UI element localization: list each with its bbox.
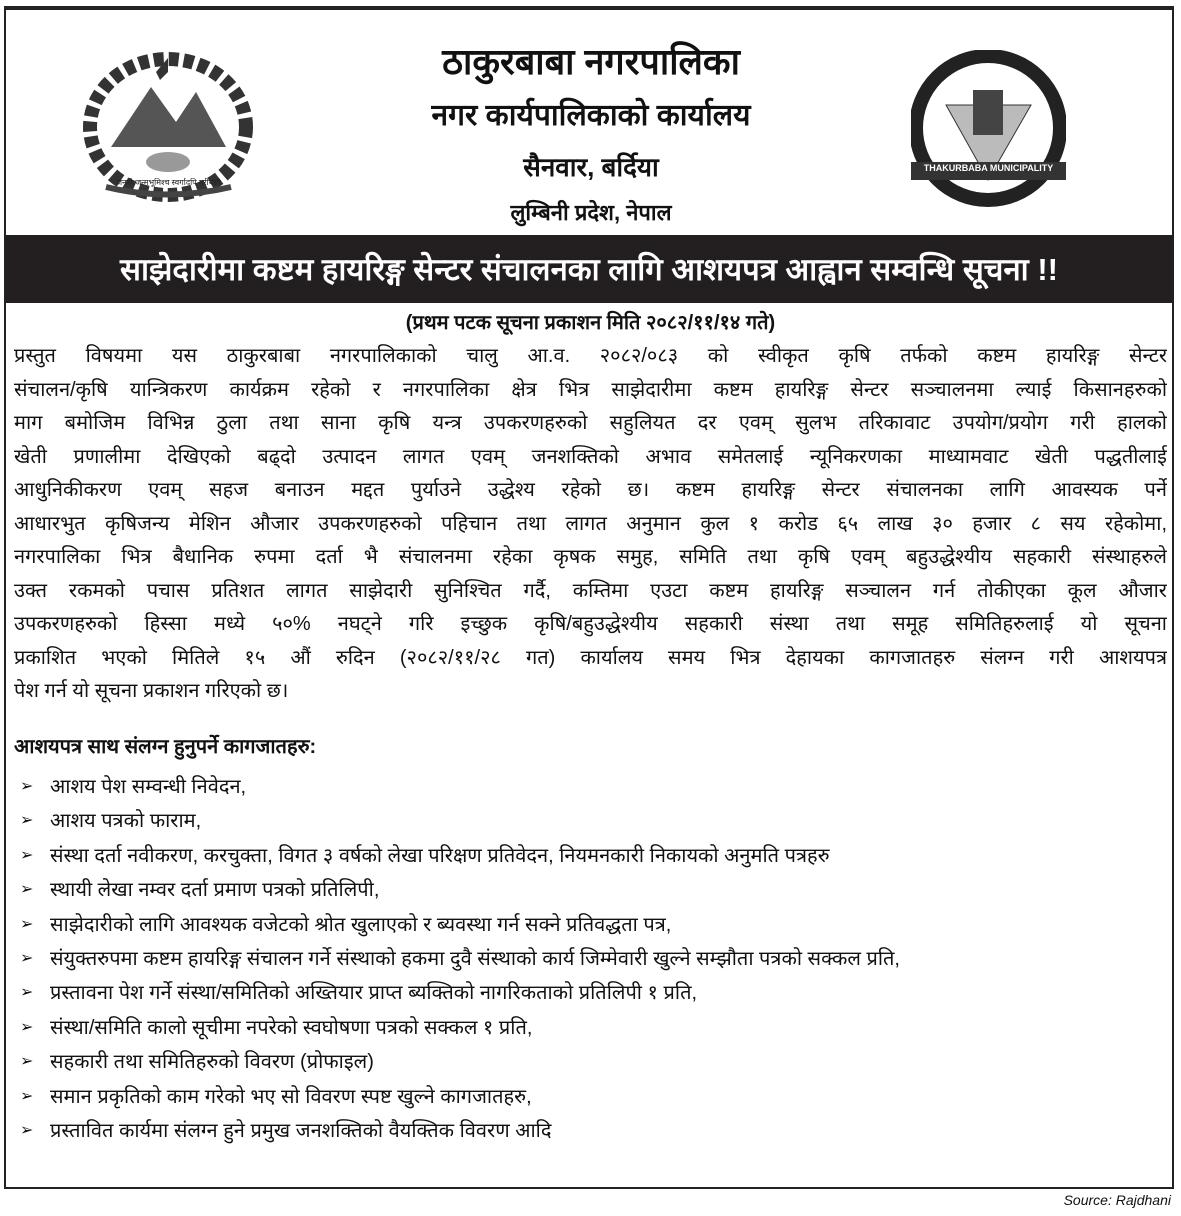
list-item bbox=[20, 976, 900, 1010]
body-line: पेश गर्न यो सूचना प्रकाशन गरिएको छ। bbox=[14, 680, 289, 702]
arrow-bullet-icon: ➢ bbox=[20, 949, 34, 967]
list-item-text: प्रस्तावना पेश गर्ने संस्था/समितिको अख्तियार प्राप्त ब्यक्तिको नागरिकताको प्रतिलिपी १ प्रति, bbox=[50, 982, 698, 1005]
municipality-logo bbox=[911, 50, 1066, 210]
body-line: उपकरणहरुको हिस्सा मध्ये ५०% नघट्ने गरि इच्छुक कृषि/बहुउद्धेश्यीय सहकारी संस्था तथा समूह समितिहरुलाई यो सूचना bbox=[14, 613, 1167, 635]
documents-list bbox=[20, 770, 900, 1148]
source-credit: Source: Rajdhani bbox=[1063, 1192, 1171, 1208]
arrow-bullet-icon: ➢ bbox=[20, 915, 34, 933]
arrow-bullet-icon: ➢ bbox=[20, 1087, 34, 1105]
list-item bbox=[20, 873, 900, 907]
list-item bbox=[20, 1080, 900, 1114]
list-item-text: समान प्रकृतिको काम गरेको भए सो विवरण स्पष्ट खुल्ने कागजातहरु, bbox=[50, 1085, 532, 1108]
list-item-text: आशय पेश सम्वन्धी निवेदन, bbox=[50, 776, 247, 798]
list-item bbox=[20, 942, 900, 976]
body-line: उक्त रकमको पचास प्रतिशत लागत साझेदारी सुनिश्चित गर्दै, कम्तिमा एउटा कष्टम हायरिङ्ग सञ्चालन गर्न तोकीएका कूल औजार bbox=[14, 579, 1167, 602]
list-item-text: प्रस्तावित कार्यमा संलग्न हुने प्रमुख जनशक्तिको वैयक्तिक विवरण आदि bbox=[50, 1119, 552, 1142]
documents-heading: आशयपत्र साथ संलग्न हुनुपर्ने कागजातहरु: bbox=[14, 736, 317, 758]
municipality-name: ठाकुरबाबा नगरपालिका bbox=[442, 41, 740, 82]
office-address: सैनवार, बर्दिया bbox=[523, 152, 659, 182]
arrow-bullet-icon: ➢ bbox=[20, 1018, 34, 1036]
list-item-text: संस्था दर्ता नवीकरण, करचुक्ता, विगत ३ वर्षको लेखा परिक्षण प्रतिवेदन, नियमनकारी निकायको अनुमति पत्रहरु bbox=[50, 844, 830, 867]
publication-date-note: (प्रथम पटक सूचना प्रकाशन मिति २०८२/११/१४ गते) bbox=[405, 312, 776, 334]
list-item-text: साझेदारीको लागि आवश्यक वजेटको श्रोत खुलाएको र ब्यवस्था गर्न सक्ने प्रतिवद्धता पत्र, bbox=[50, 913, 672, 936]
list-item bbox=[20, 1045, 900, 1079]
body-line: प्रकाशित भएको मितिले १५ औं रुदिन (२०८२/११/२८ गत) कार्यालय समय भित्र देहायका कागजातहरु संलग्न गरी आशयपत्र bbox=[14, 646, 1167, 669]
list-item-text: संस्था/समिति कालो सूचीमा नपरेको स्वघोषणा पत्रको सक्कल १ प्रति, bbox=[50, 1016, 533, 1039]
list-item bbox=[20, 770, 900, 804]
list-item bbox=[20, 804, 900, 838]
logo-english-text: THAKURBABA MUNICIPALITY bbox=[923, 163, 1054, 173]
list-item bbox=[20, 908, 900, 942]
body-line: नगरपालिका भित्र बैधानिक रुपमा दर्ता भै संचालनमा रहेका कृषक समुह, समिति तथा कृषि एवम् बहुउद्धेश्यीय सहकारी संस्थाहरुले bbox=[14, 546, 1167, 568]
notice-header bbox=[6, 10, 1172, 235]
arrow-bullet-icon: ➢ bbox=[20, 881, 34, 899]
list-item bbox=[20, 1114, 900, 1148]
office-name: नगर कार्यपालिकाको कार्यालय bbox=[431, 99, 751, 132]
notice-title: साझेदारीमा कष्टम हायरिङ्ग सेन्टर संचालनका लागि आशयपत्र आह्वान सम्वन्धि सूचना !! bbox=[6, 235, 1172, 303]
province-name: लुम्बिनी प्रदेश, नेपाल bbox=[510, 200, 672, 225]
arrow-bullet-icon: ➢ bbox=[20, 846, 34, 864]
arrow-bullet-icon: ➢ bbox=[20, 984, 34, 1002]
body-line: माग बमोजिम विभिन्न ठुला तथा साना कृषि यन्त्र उपकरणहरुको सहुलियत दर एवम् सुलभ तरिकावाट उपयोग/प्रयोग गरी हालको bbox=[14, 412, 1167, 434]
list-item-text: संयुक्तरुपमा कष्टम हायरिङ्ग संचालन गर्ने संस्थाको हकमा दुवै संस्थाको कार्य जिम्मेवारी खुल्ने सम्झौता पत्रको सक्कल प्रति, bbox=[50, 947, 900, 970]
list-item-text: सहकारी तथा समितिहरुको विवरण (प्रोफाइल) bbox=[50, 1051, 374, 1074]
body-line: आधारभुत कृषिजन्य मेशिन औजार उपकरणहरुको पहिचान तथा लागत अनुमान कुल १ करोड ६५ लाख ३० हजार ८ सय रहेकोमा, bbox=[14, 512, 1167, 535]
arrow-bullet-icon: ➢ bbox=[20, 1053, 34, 1071]
notice-body bbox=[14, 340, 1167, 709]
body-line: प्रस्तुत विषयमा यस ठाकुरबाबा नगरपालिकाको चालु आ.व. २०८२/०८३ को स्वीकृत कृषि तर्फको कष्टम हायरिङ्ग सेन्टर bbox=[14, 345, 1167, 367]
list-item bbox=[20, 1011, 900, 1045]
arrow-bullet-icon: ➢ bbox=[20, 812, 34, 830]
arrow-bullet-icon: ➢ bbox=[20, 1121, 34, 1139]
body-line: आधुनिकीकरण एवम् सहज बनाउन मद्दत पुर्याउने उद्धेश्य रहेको छ। कष्टम हायरिङ्ग सेन्टर संचालनका लागि आवस्यक पर्ने bbox=[14, 479, 1167, 501]
list-item-text: आशय पत्रको फाराम, bbox=[50, 810, 202, 833]
list-item-text: स्थायी लेखा नम्वर दर्ता प्रमाण पत्रको प्रतिलिपी, bbox=[50, 879, 380, 902]
body-line: संचालन/कृषि यान्त्रिकरण कार्यक्रम रहेको र नगरपालिका क्षेत्र भित्र साझेदारीमा कष्टम हायरिङ्ग सेन्टर सञ्चालनमा ल्याई किसानहरुको bbox=[14, 378, 1167, 401]
emblem-motto: जननी जन्मभूमिश्च स्वर्गादपि गरीयसी bbox=[116, 178, 221, 187]
body-line: खेती प्रणालीमा देखिएको बढ्दो उत्पादन लागत एवम् जनशक्तिको अभाव समेतलाई न्यूनिकरणका माध्यामवाट खेती पद्धतीलाई bbox=[14, 445, 1167, 468]
list-item bbox=[20, 839, 900, 873]
arrow-bullet-icon: ➢ bbox=[20, 778, 34, 795]
